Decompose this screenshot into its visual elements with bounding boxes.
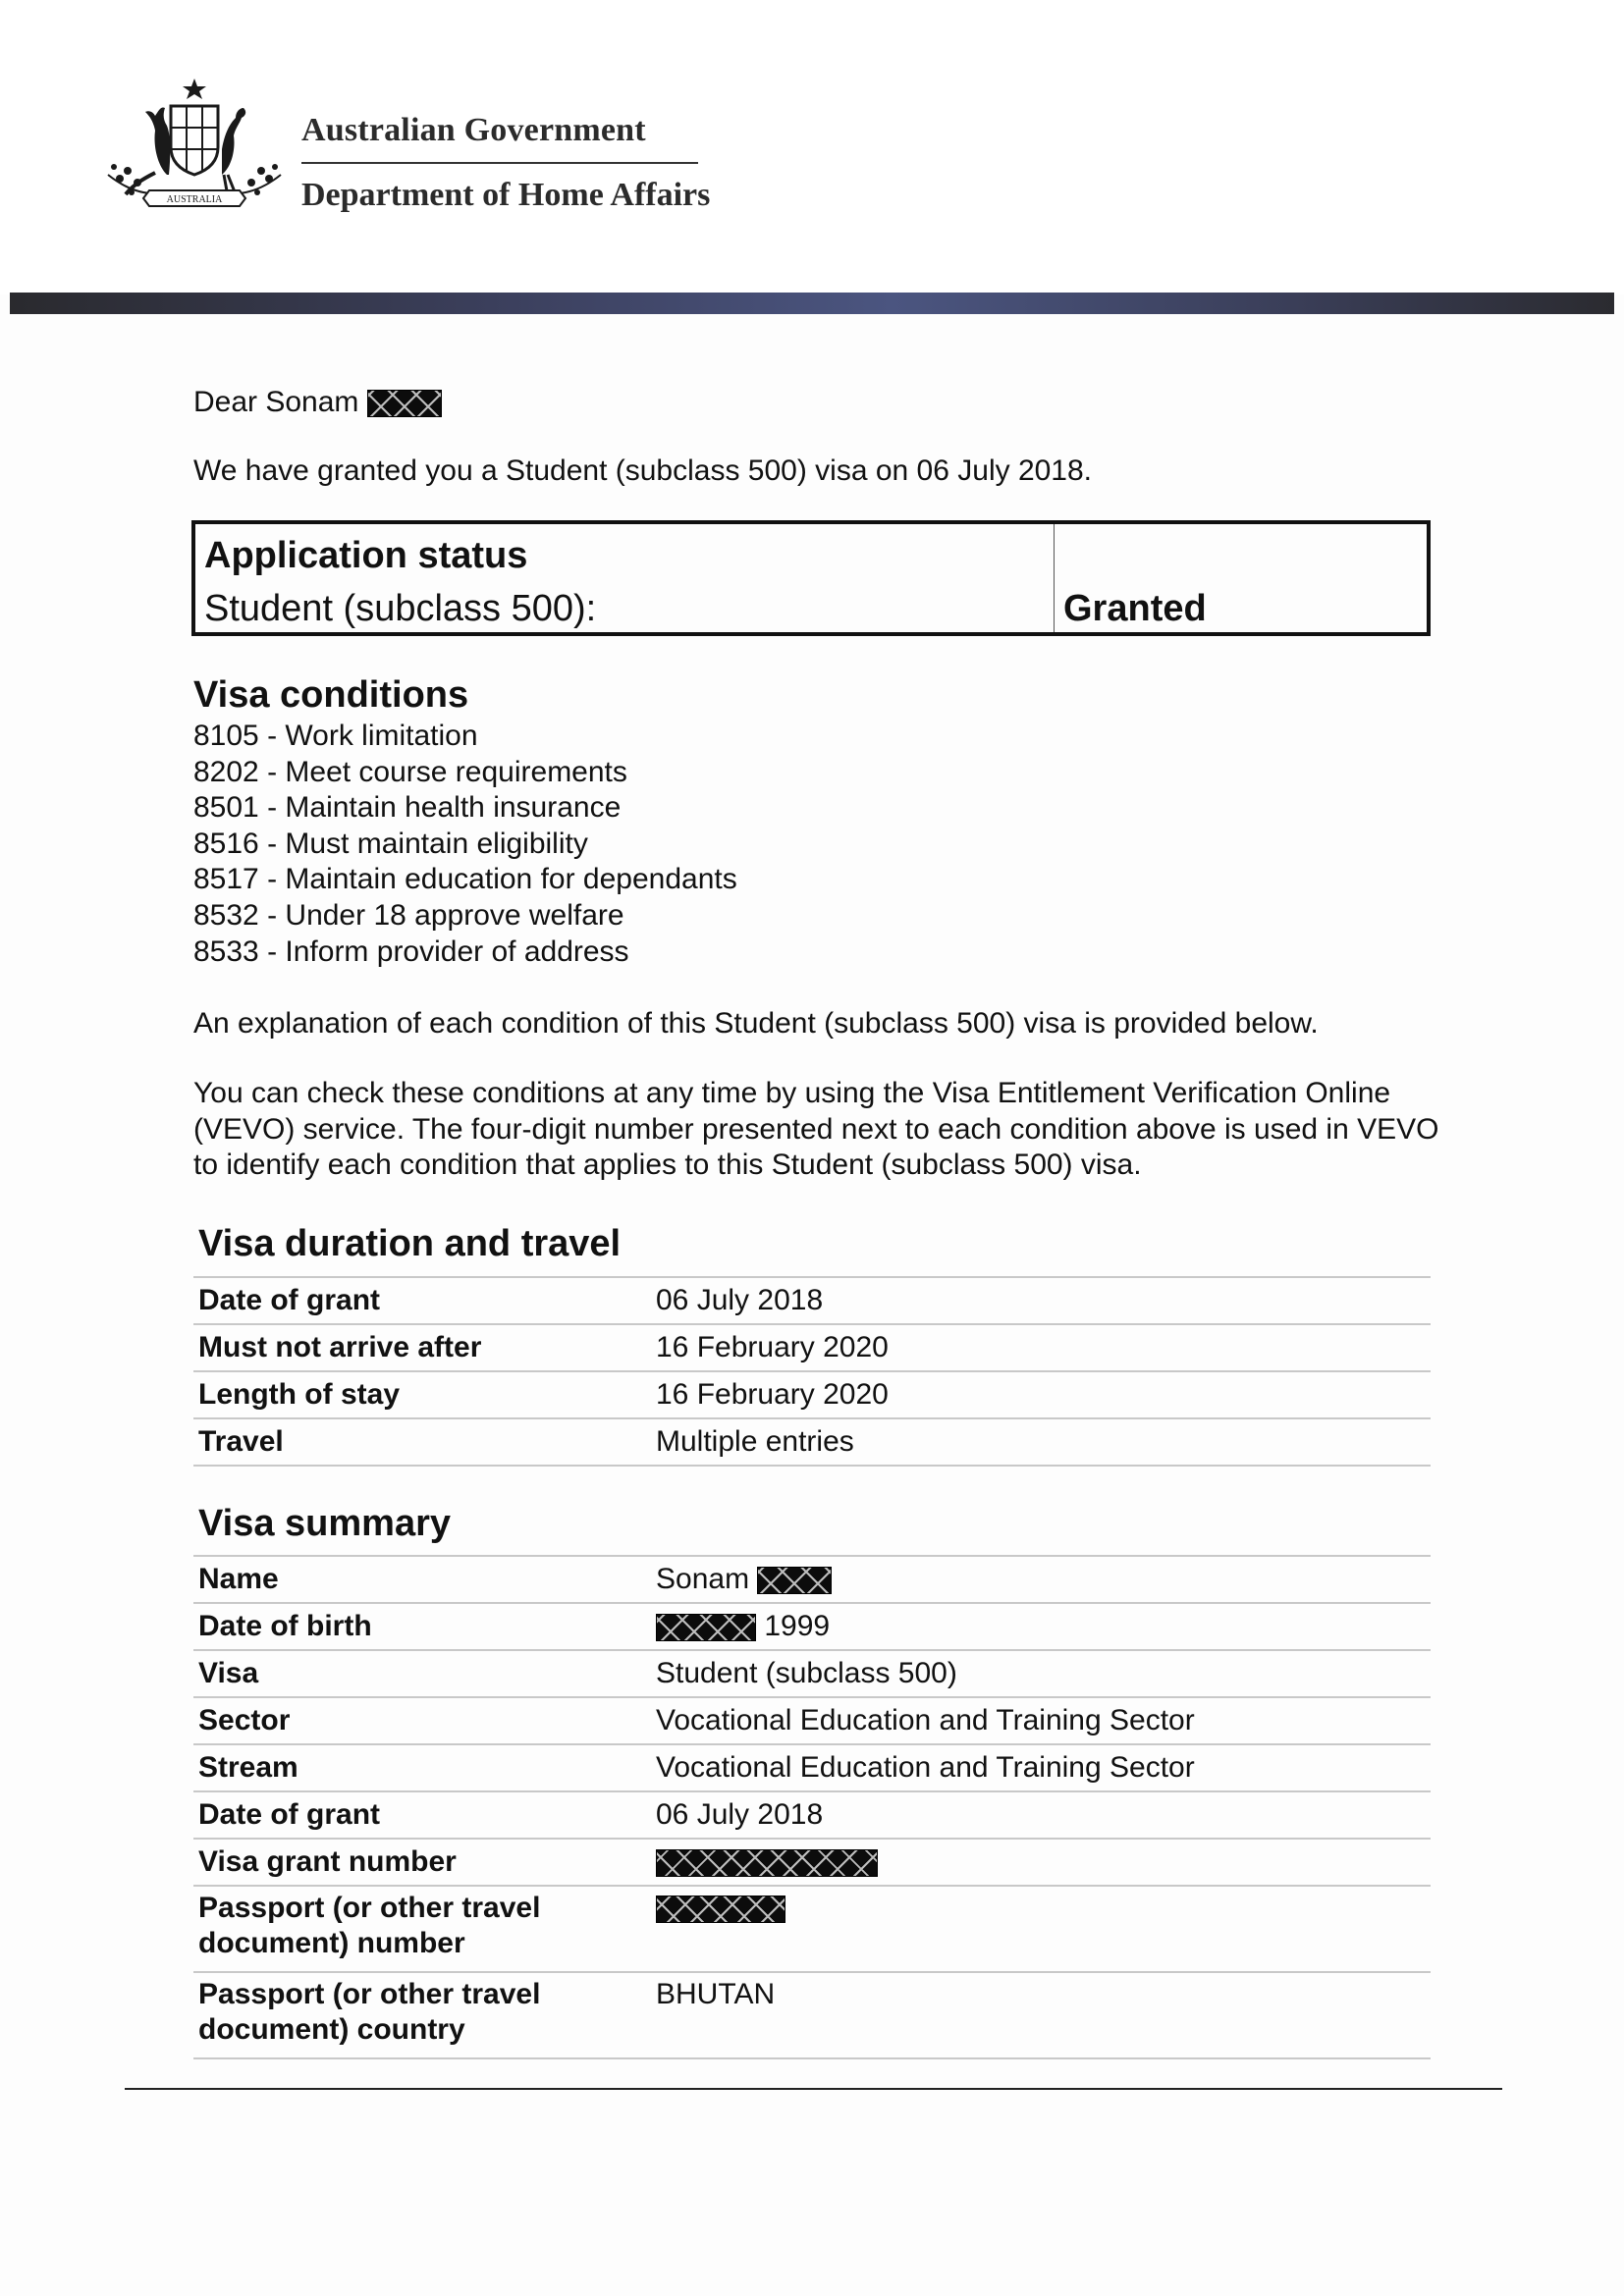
- table-row: [193, 1650, 1431, 1697]
- row-value: 16 February 2020: [651, 1371, 1431, 1418]
- summary-heading: Visa summary: [198, 1503, 452, 1544]
- redacted-surname: [367, 390, 442, 417]
- conditions-explanation: An explanation of each condition of this Student (subclass 500) visa is provided below.: [193, 1007, 1319, 1040]
- table-row: [193, 1886, 1431, 1972]
- row-key: Date of birth: [193, 1603, 651, 1650]
- row-value: BHUTAN: [651, 1972, 1431, 2058]
- greeting-text: Dear Sonam: [193, 386, 359, 418]
- table-row: [193, 1556, 1431, 1603]
- table-row: [193, 1839, 1431, 1886]
- table-row: [193, 1371, 1431, 1418]
- row-value: [651, 1839, 1431, 1886]
- redacted-surname: [757, 1567, 832, 1594]
- condition-item: 8202 - Meet course requirements: [193, 755, 627, 788]
- status-label: Student (subclass 500):: [204, 588, 597, 629]
- letterhead-divider: [301, 162, 698, 164]
- row-value: Vocational Education and Training Sector: [651, 1744, 1431, 1791]
- condition-item: 8533 - Inform provider of address: [193, 934, 629, 968]
- row-value: 06 July 2018: [651, 1791, 1431, 1839]
- row-value: Student (subclass 500): [651, 1650, 1431, 1697]
- birth-year: 1999: [764, 1610, 831, 1642]
- letterhead: [0, 0, 1624, 294]
- table-row: [193, 1972, 1431, 2058]
- condition-item: 8532 - Under 18 approve welfare: [193, 898, 624, 932]
- duration-table: [193, 1276, 1431, 1467]
- government-name: Australian Government: [301, 112, 646, 148]
- duration-heading: Visa duration and travel: [198, 1223, 622, 1264]
- row-key: Date of grant: [193, 1277, 651, 1324]
- row-value: 16 February 2020: [651, 1324, 1431, 1371]
- row-value: Multiple entries: [651, 1418, 1431, 1466]
- row-value: [651, 1556, 1431, 1603]
- redacted-passport-number: [656, 1896, 785, 1923]
- grant-sentence: We have granted you a Student (subclass 500) visa on 06 July 2018.: [193, 454, 1093, 487]
- row-key: Visa grant number: [193, 1839, 651, 1886]
- status-divider: [1054, 524, 1055, 632]
- application-status-box: [191, 520, 1431, 636]
- row-value: [651, 1603, 1431, 1650]
- condition-item: 8501 - Maintain health insurance: [193, 791, 622, 825]
- row-value: 06 July 2018: [651, 1277, 1431, 1324]
- row-key: Name: [193, 1556, 651, 1603]
- table-row: [193, 1603, 1431, 1650]
- row-value: Vocational Education and Training Sector: [651, 1697, 1431, 1744]
- conditions-list: [193, 719, 737, 970]
- condition-item: 8105 - Work limitation: [193, 720, 478, 752]
- table-row: [193, 1791, 1431, 1839]
- status-title: Application status: [204, 535, 528, 576]
- redacted-grant-number: [656, 1849, 878, 1877]
- row-key: Must not arrive after: [193, 1324, 651, 1371]
- table-row: [193, 1744, 1431, 1791]
- coat-of-arms-icon: [98, 77, 291, 224]
- redacted-birth-date: [656, 1614, 756, 1641]
- row-key: Passport (or other travel document) number: [193, 1886, 651, 1972]
- name-value: Sonam: [656, 1563, 750, 1595]
- row-key: Visa: [193, 1650, 651, 1697]
- row-value: [651, 1886, 1431, 1972]
- table-row: [193, 1418, 1431, 1466]
- header-color-bar: [10, 293, 1614, 314]
- condition-item: 8516 - Must maintain eligibility: [193, 827, 588, 860]
- table-row: [193, 1277, 1431, 1324]
- row-key: Length of stay: [193, 1371, 651, 1418]
- department-name: Department of Home Affairs: [301, 177, 711, 213]
- row-key: Travel: [193, 1418, 651, 1466]
- summary-table: [193, 1555, 1431, 2059]
- condition-item: 8517 - Maintain education for dependants: [193, 863, 737, 896]
- row-key: Sector: [193, 1697, 651, 1744]
- table-row: [193, 1697, 1431, 1744]
- conditions-heading: Visa conditions: [193, 674, 469, 716]
- greeting: [193, 385, 442, 420]
- vevo-note: You can check these conditions at any time by using the Visa Entitlement Verification Online (VEVO) service. The four-digit number presented next to each condition above is used in VEVO to identify each condition that applies to this Student (subclass 500) visa.: [193, 1077, 1439, 1182]
- row-key: Passport (or other travel document) country: [193, 1972, 651, 2058]
- table-row: [193, 1324, 1431, 1371]
- row-key: Stream: [193, 1744, 651, 1791]
- status-value: Granted: [1063, 588, 1207, 629]
- crest-motto: AUSTRALIA: [166, 194, 223, 205]
- footer-divider: [125, 2088, 1502, 2090]
- row-key: Date of grant: [193, 1791, 651, 1839]
